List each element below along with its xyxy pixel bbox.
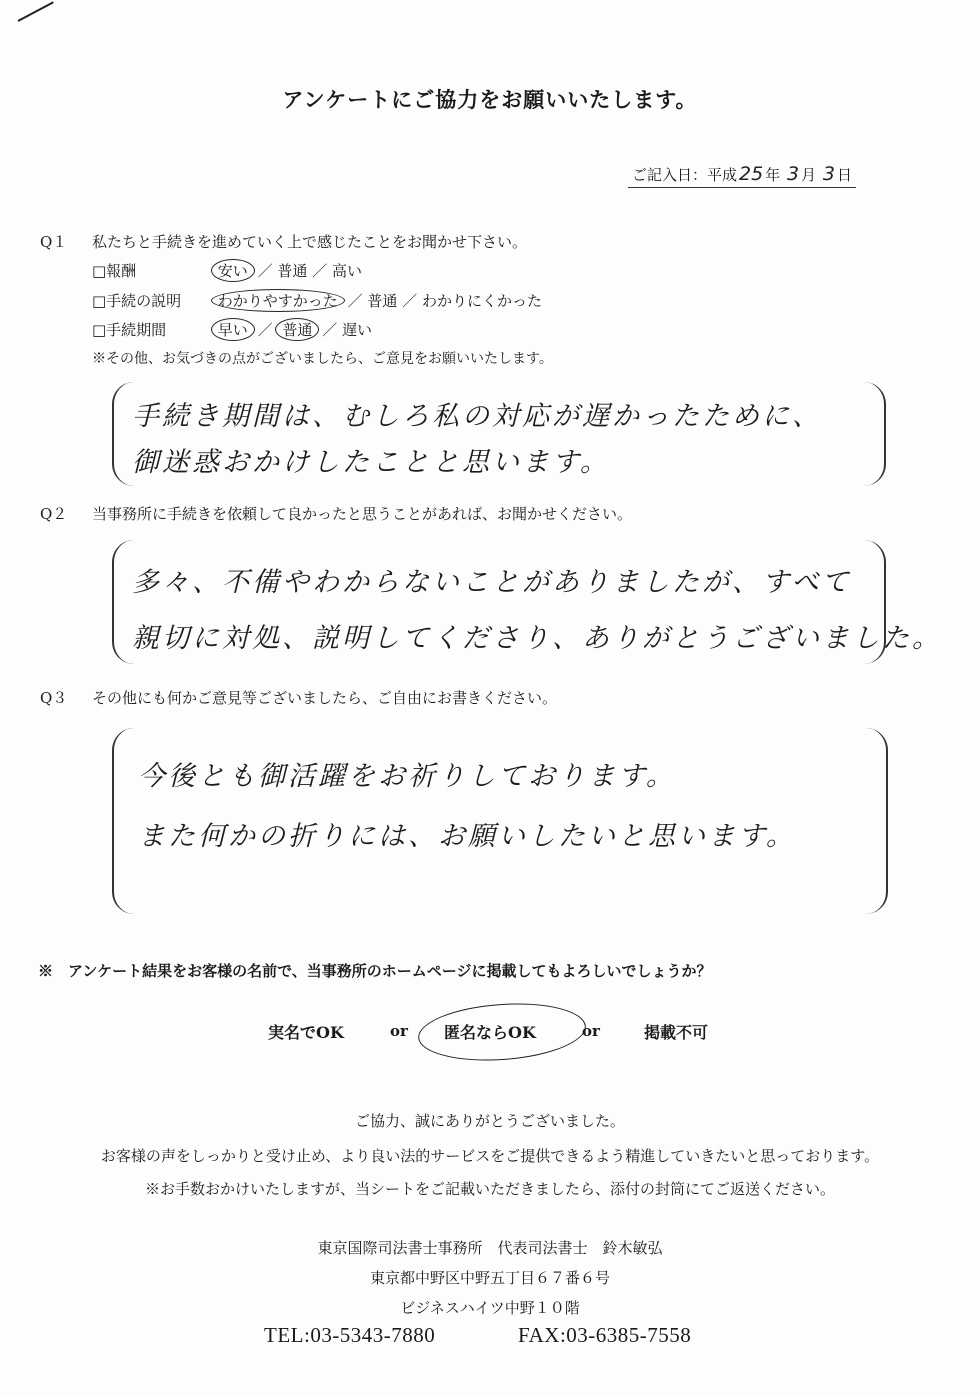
publication-question: ※ アンケート結果をお客様の名前で、当事務所のホームページに掲載してもよろしいでしょうか？	[38, 962, 712, 980]
q1-row-period-category: □手続期間	[92, 321, 167, 339]
q1-fee-option-high[interactable]: 高い	[331, 262, 362, 280]
office-name: 東京国際司法書士事務所 代表司法書士 鈴木敏弘	[317, 1239, 663, 1257]
q2-answer-line-2: 親切に対処、説明してくださり、ありがとうございました。	[132, 623, 942, 654]
choice-anonymous-ok[interactable]: 匿名ならOK	[444, 1023, 536, 1042]
q1-row-fee: □報酬 安い ／ 普通 ／ 高い	[92, 260, 362, 281]
q2-answer-line-1: 多々、不備やわからないことがありましたが、すべて	[132, 567, 852, 598]
entry-date	[628, 163, 856, 188]
date-day: 3	[822, 163, 835, 185]
office-fax: FAX:03-6385-7558	[518, 1323, 692, 1347]
pen-mark	[18, 1, 54, 22]
date-month: 3	[787, 163, 800, 185]
q2-question: 当事務所に手続きを依頼して良かったと思うことがあれば、お聞かせください。	[92, 505, 633, 523]
office-address-1: 東京都中野区中野五丁目６７番６号	[369, 1269, 610, 1287]
q1-row-explanation-category: □手続の説明	[92, 292, 182, 310]
q1-answer-line-2: 御迷惑おかけしたことと思います。	[132, 447, 610, 478]
q1-note: ※その他、お気づきの点がございましたら、ご意見をお願いいたします。	[92, 351, 553, 367]
q1-explanation-option-unclear[interactable]: わかりにくかった	[421, 292, 542, 310]
date-year-unit: 年	[765, 166, 781, 184]
q3-question: その他にも何かご意見等ございましたら、ご自由にお書きください。	[92, 689, 558, 707]
q1-explanation-option-normal[interactable]: 普通	[367, 292, 398, 310]
office-address-2: ビジネスハイツ中野１０階	[400, 1299, 580, 1317]
q3-answer-line-1: 今後とも御活躍をお祈りしております。	[138, 761, 676, 792]
choice-not-published[interactable]: 掲載不可	[644, 1023, 709, 1042]
q1-period-option-fast[interactable]: 早い	[211, 318, 255, 341]
q1-row-explanation: □手続の説明 わかりやすかった ／ 普通 ／ わかりにくかった	[92, 290, 542, 311]
office-tel: TEL:03-5343-7880	[264, 1323, 436, 1347]
q1-row-fee-category: □報酬	[92, 262, 137, 280]
q1-fee-option-normal[interactable]: 普通	[277, 262, 308, 280]
closing-message: お客様の声をしっかりと受け止め、より良い法的サービスをご提供できるよう精進していきたいと思っております。	[100, 1147, 880, 1165]
q1-answer-line-1: 手続き期間は、むしろ私の対応が遅かったために、	[132, 401, 822, 432]
or-separator-2: or	[582, 1022, 600, 1040]
q3-answer-box[interactable]	[112, 728, 888, 914]
q1-period-option-slow[interactable]: 遅い	[341, 321, 372, 339]
date-month-unit: 月	[801, 166, 817, 184]
q1-explanation-option-clear[interactable]: わかりやすかった	[211, 289, 345, 312]
q2-answer-box[interactable]	[112, 540, 942, 664]
q2-label: Q２	[40, 505, 68, 523]
page-title: アンケートにご協力をお願いいたします。	[282, 87, 698, 112]
q3-answer-line-2: また何かの折りには、お願いしたいと思います。	[138, 821, 796, 852]
date-day-unit: 日	[836, 166, 852, 184]
choice-real-name-ok[interactable]: 実名でOK	[268, 1023, 344, 1042]
date-prefix: ご記入日：平成	[632, 166, 738, 184]
closing-thanks: ご協力、誠にありがとうございました。	[354, 1112, 625, 1130]
q1-row-period: □手続期間 早い ／ 普通 ／ 遅い	[92, 319, 372, 340]
q1-label: Q１	[40, 233, 68, 251]
q1-question: 私たちと手続きを進めていく上で感じたことをお聞かせ下さい。	[92, 233, 528, 251]
q1-fee-option-cheap[interactable]: 安い	[211, 259, 255, 282]
closing-return-note: ※お手数おかけいたしますが、当シートをご記載いただきましたら、添付の封筒にてご返送ください。	[144, 1180, 835, 1198]
q1-answer-box[interactable]	[112, 382, 886, 486]
date-year: 25	[739, 163, 764, 185]
or-separator-1: or	[390, 1022, 408, 1040]
q1-period-option-normal[interactable]: 普通	[275, 318, 319, 341]
q3-label: Q３	[40, 689, 68, 707]
